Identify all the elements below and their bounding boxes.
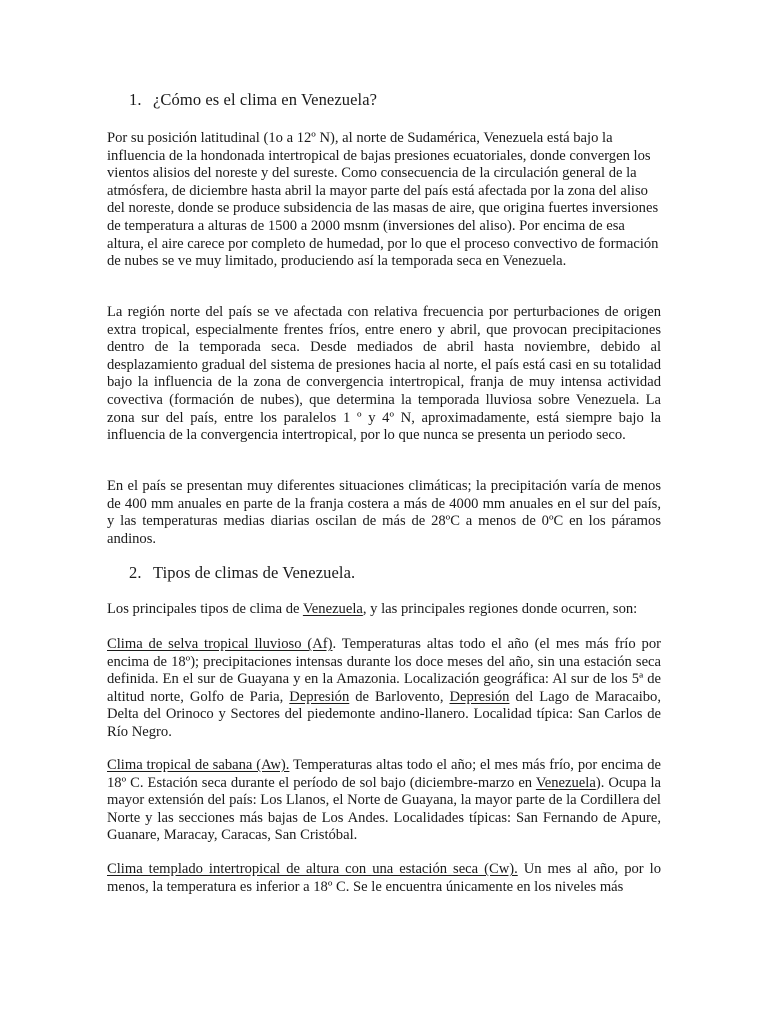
clima-aw-text-2: ). Ocupa la mayor extensión del país: Los Llanos, el Norte de Guayana, la mayor parte de la Cordillera del Norte y las secciones más bajas de Los Andes. Localidades típicas: San Fernando de Apure, Guanare, Maracay, Caracas, San Cristóbal. <box>107 774 661 844</box>
section-1-heading <box>129 90 377 110</box>
intro-text-after: , y las principales regiones donde ocurren, son: <box>362 601 638 617</box>
venezuela-link[interactable]: Venezuela <box>302 601 363 617</box>
section-2-title: Tipos de climas de Venezuela. <box>153 563 356 582</box>
clima-aw-text-1: Temperaturas altas todo el año; el mes más frío, por encima de 18º C. Estación seca durante el período de sol bajo (diciembre-marzo en <box>107 757 661 791</box>
clima-af-text-2: de Barlovento, <box>349 688 450 705</box>
venezuela-link-2[interactable]: Venezuela <box>535 774 596 791</box>
clima-af-text-1: . Temperaturas altas todo el año (el mes más frío por encima de 18º); precipitaciones intensas durante los doce meses del año, sin una estación seca definida. En el sur de Guayana y en la Amazonia. Localización geográfica: Al sur de los 5ª de altitud norte, Golfo de Paria, <box>107 636 661 705</box>
paragraph-clima-cw <box>107 861 661 896</box>
section-2-heading <box>129 563 355 583</box>
paragraph-clima-af <box>107 636 661 742</box>
clima-cw-text-1: Un mes al año, por lo menos, la temperatura es inferior a 18º C. Se le encuentra únicamente en los niveles más <box>107 861 661 895</box>
paragraph-region-norte: La región norte del país se ve afectada con relativa frecuencia por perturbaciones de origen extra tropical, especialmente frentes fríos, entre enero y abril, que provocan precipitaciones dentro de la temporada seca. Desde mediados de abril hasta noviembre, debido al desplazamiento gradual del sistema de presiones hacia al norte, el país está casi en su totalidad bajo la influencia de la zona de convergencia intertropical, franja de muy intensa actividad covectiva (formación de nubes), que determina la temporada lluviosa sobre Venezuela. La zona sur del país, entre los paralelos 1 º y 4º N, aproximadamente, está siempre bajo la influencia de la convergencia intertropical, por lo que nunca se presenta un periodo seco. <box>107 304 661 444</box>
section-1-title: ¿Cómo es el clima en Venezuela? <box>153 90 378 109</box>
clima-cw-link[interactable]: Clima templado intertropical de altura con una estación seca (Cw). <box>107 861 518 877</box>
intro-text-before: Los principales tipos de clima de <box>107 601 303 617</box>
paragraph-tipos-intro <box>107 601 661 619</box>
section-2-number: 2. <box>129 563 142 582</box>
section-1-number: 1. <box>129 90 142 109</box>
depresion-link-2[interactable]: Depresión <box>449 688 510 705</box>
clima-aw-link[interactable]: Clima tropical de sabana (Aw). <box>107 757 290 773</box>
paragraph-clima-aw <box>107 757 661 845</box>
clima-af-text-3: del Lago de Maracaibo, Delta del Orinoco y Sectores del piedemonte andino-llanero. Localidad típica: San Carlos de Río Negro. <box>107 688 661 740</box>
paragraph-latitud: Por su posición latitudinal (1o a 12º N), al norte de Sudamérica, Venezuela está bajo la influencia de la hondonada intertropical de bajas presiones ecuatoriales, donde convergen los vientos alisios del noreste y del sureste. Como consecuencia de la circulación general de la atmósfera, de diciembre hasta abril la mayor parte del país está afectada por la zona del aliso del noreste, donde se produce subsidencia de las masas de aire, que origina fuertes inversiones de temperatura a alturas de 1500 a 2000 msnm (inversiones del aliso). Por encima de esa altura, el aire carece por completo de humedad, por lo que el proceso convectivo de formación de nubes se ve muy limitado, produciendo así la temporada seca en Venezuela. <box>107 130 659 270</box>
depresion-link-1[interactable]: Depresión <box>289 688 350 705</box>
clima-af-link[interactable]: Clima de selva tropical lluvioso (Af) <box>107 636 333 652</box>
paragraph-situaciones-climaticas: En el país se presentan muy diferentes situaciones climáticas; la precipitación varía de menos de 400 mm anuales en parte de la franja costera a más de 4000 mm anuales en el sur del país, y las temperaturas medias diarias oscilan de más de 28ºC a menos de 0ºC en los páramos andinos. <box>107 478 661 547</box>
